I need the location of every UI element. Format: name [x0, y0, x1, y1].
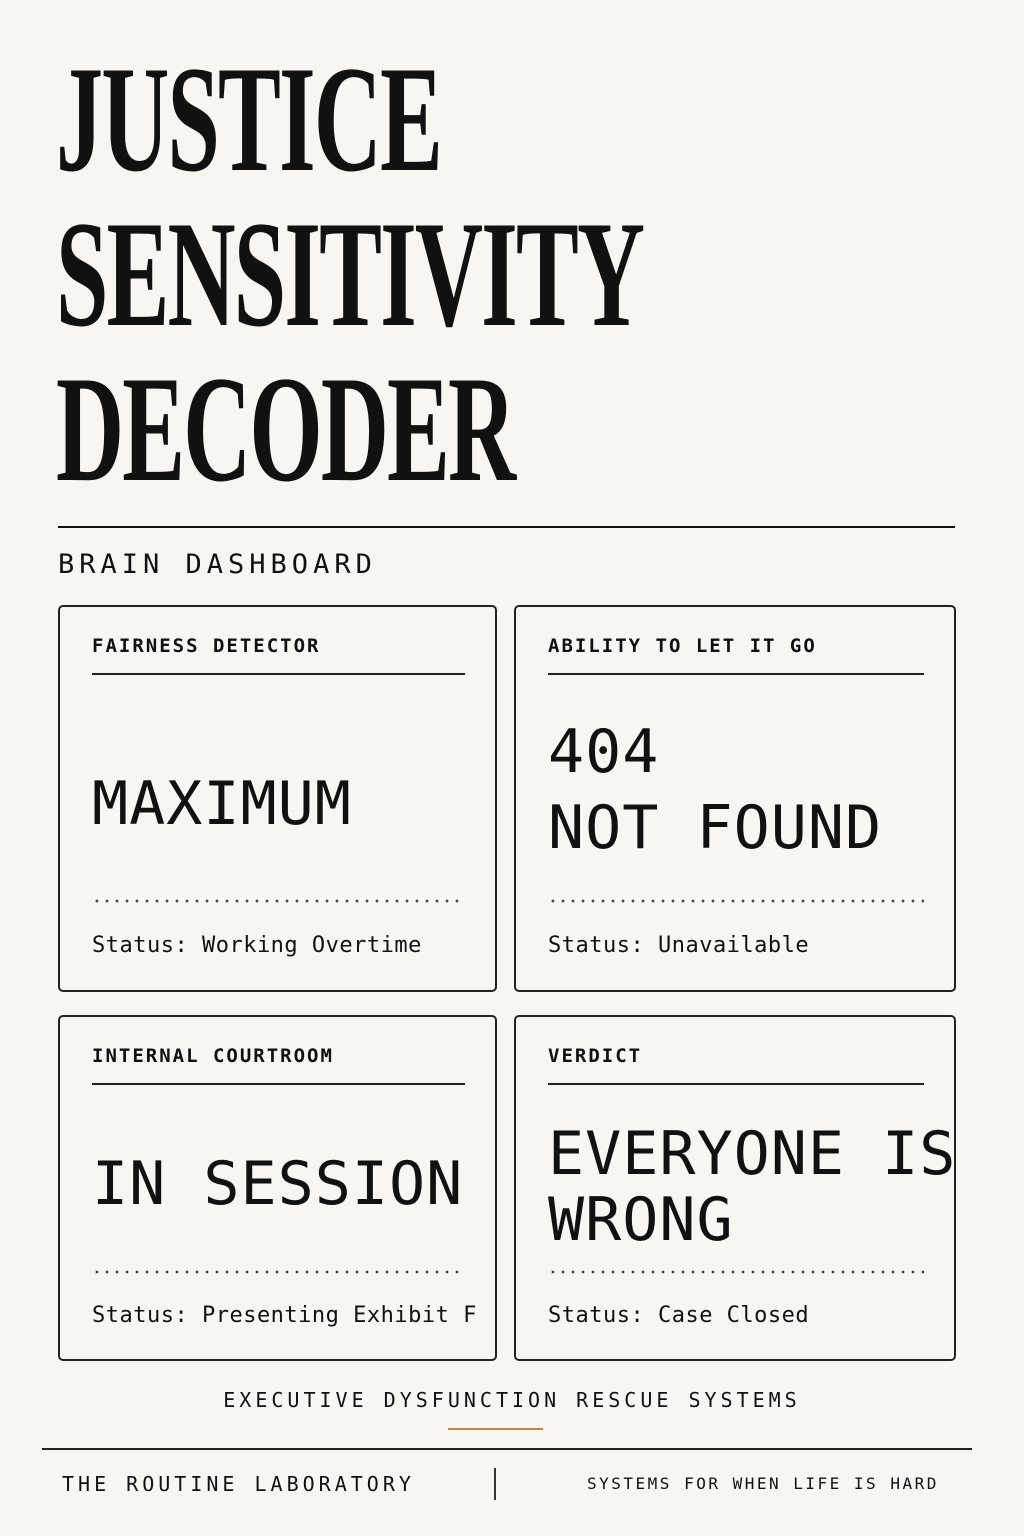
dotted-divider	[548, 1270, 924, 1274]
title-divider	[58, 526, 955, 528]
footer-brand: THE ROUTINE LABORATORY	[62, 1472, 415, 1496]
card-status: Status: Case Closed	[548, 1303, 810, 1328]
card-value	[548, 719, 934, 861]
title-line-1: JUSTICE	[56, 35, 442, 203]
card-value-line: MAXIMUM	[92, 769, 352, 839]
card-ability-to-let-it-go	[514, 605, 956, 992]
card-verdict	[514, 1015, 956, 1361]
footer-slogan: SYSTEMS FOR WHEN LIFE IS HARD	[587, 1474, 939, 1493]
card-status: Status: Unavailable	[548, 933, 810, 958]
card-header-rule	[92, 1083, 465, 1085]
title-line-3: DECODER	[56, 345, 515, 513]
footer-vertical-divider	[494, 1468, 496, 1500]
card-header: ABILITY TO LET IT GO	[548, 635, 817, 657]
dotted-divider	[92, 899, 465, 903]
card-status: Status: Presenting Exhibit F	[92, 1303, 477, 1328]
card-fairness-detector	[58, 605, 497, 992]
card-value-line: EVERYONE IS	[548, 1119, 957, 1189]
dotted-divider	[548, 899, 924, 903]
card-value-line: 404	[548, 717, 660, 787]
card-value-line: NOT FOUND	[548, 793, 883, 863]
card-header: INTERNAL COURTROOM	[92, 1045, 334, 1067]
card-value-line: IN SESSION	[92, 1149, 464, 1219]
card-internal-courtroom	[58, 1015, 497, 1361]
card-header: VERDICT	[548, 1045, 643, 1067]
card-header: FAIRNESS DETECTOR	[92, 635, 321, 657]
title-line-2: SENSITIVITY	[56, 190, 644, 358]
card-header-rule	[548, 673, 924, 675]
card-header-rule	[92, 673, 465, 675]
page-title	[56, 35, 644, 513]
card-header-rule	[548, 1083, 924, 1085]
accent-rule	[448, 1428, 543, 1430]
card-status: Status: Working Overtime	[92, 933, 422, 958]
card-value	[548, 1119, 957, 1255]
dotted-divider	[92, 1270, 465, 1274]
card-value	[92, 771, 475, 837]
footer-divider	[42, 1448, 972, 1450]
card-value-line: WRONG	[548, 1185, 734, 1255]
section-label: BRAIN DASHBOARD	[58, 549, 377, 580]
card-value	[92, 1151, 475, 1217]
tagline: EXECUTIVE DYSFUNCTION RESCUE SYSTEMS	[223, 1388, 801, 1412]
